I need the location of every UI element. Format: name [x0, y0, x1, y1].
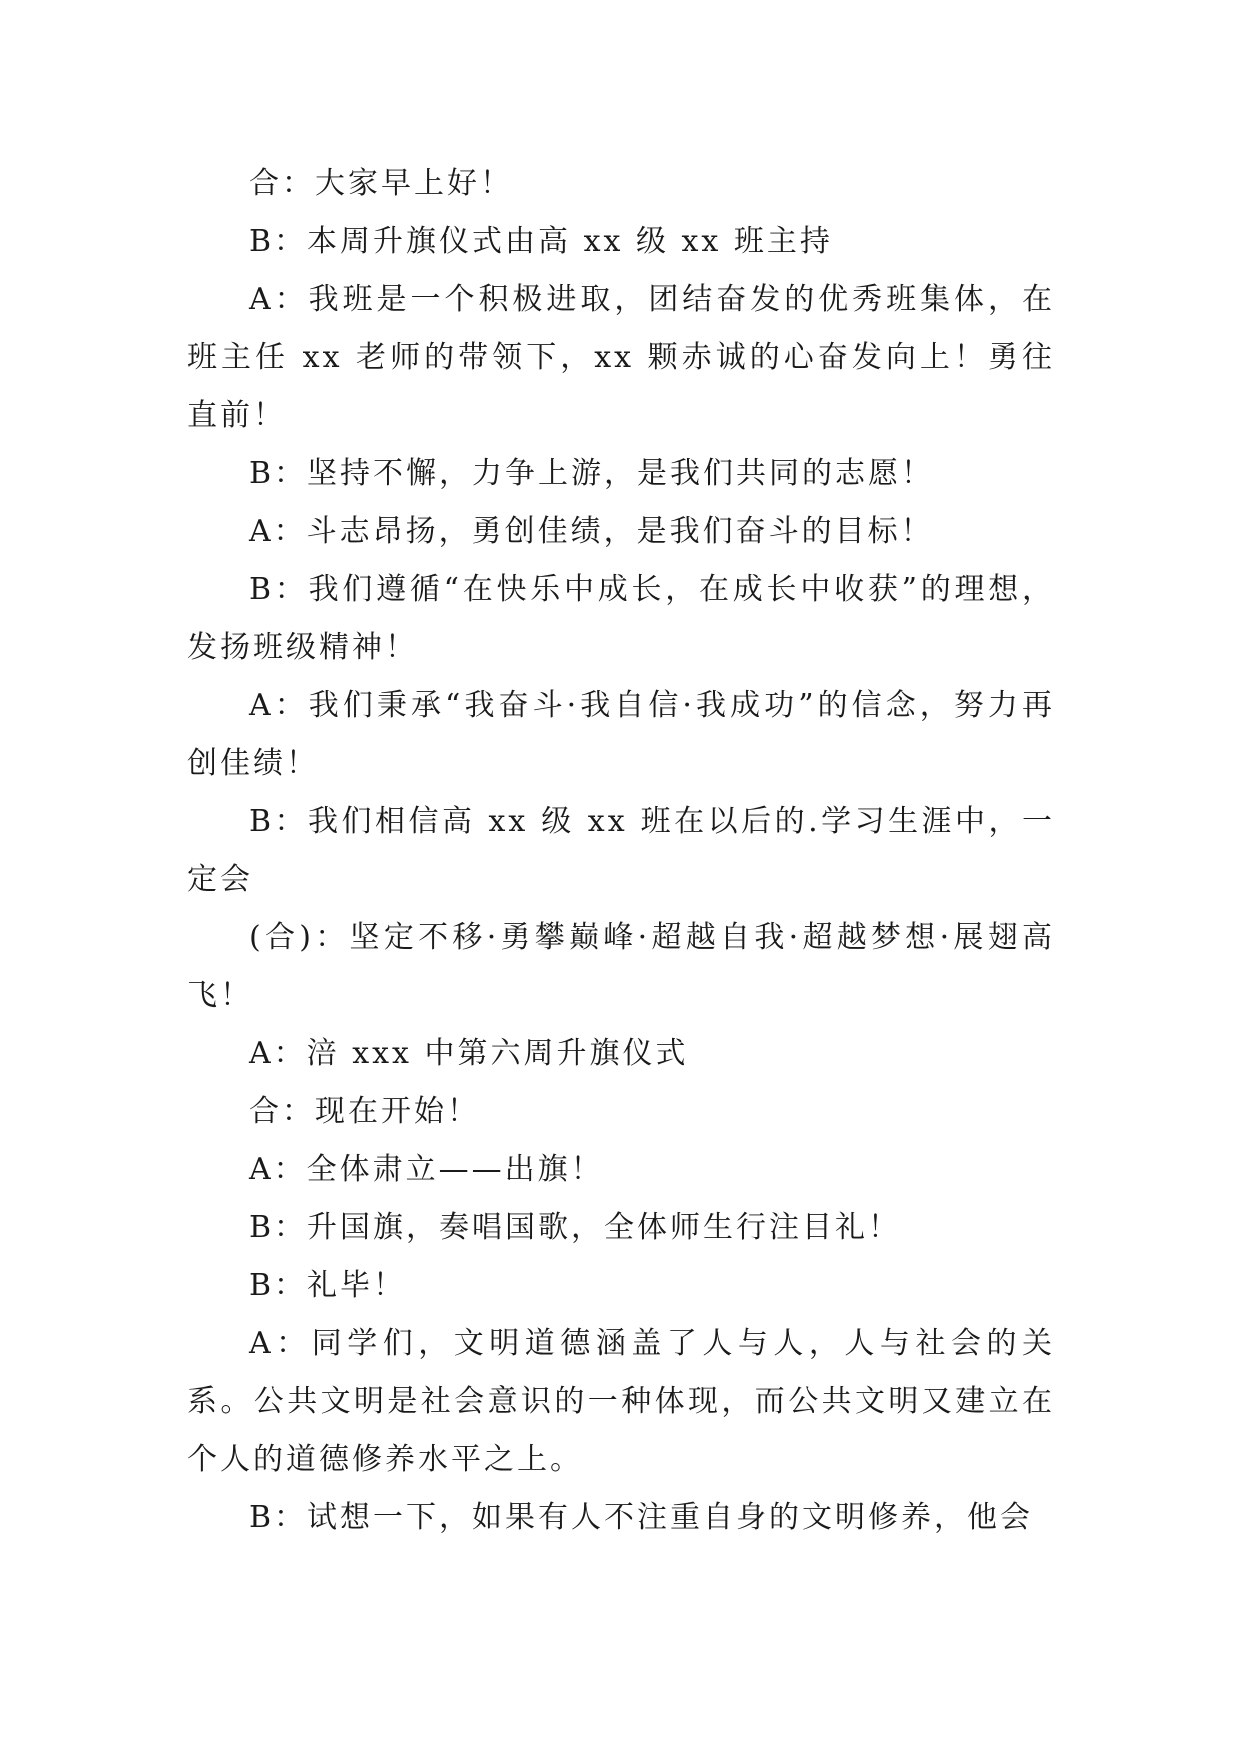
paragraph: 合：现在开始！ — [249, 1094, 480, 1129]
paragraph: (合)：坚定不移·勇攀巅峰·超越自我·超越梦想·展翅高飞！ — [187, 920, 1055, 1013]
paragraph: A：我班是一个积极进取，团结奋发的优秀班集体，在班主任 xx 老师的带领下，xx 颗赤诚的心奋发向上！勇往直前！ — [187, 282, 1055, 433]
paragraph: A：我们秉承“我奋斗·我自信·我成功”的信念，努力再创佳绩！ — [187, 688, 1055, 781]
paragraph: A：同学们，文明道德涵盖了人与人，人与社会的关系。公共文明是社会意识的一种体现，而公共文明又建立在个人的道德修养水平之上。 — [187, 1326, 1055, 1477]
paragraph: B：我们相信高 xx 级 xx 班在以后的.学习生涯中，一定会 — [187, 804, 1055, 897]
paragraph: B：礼毕！ — [249, 1268, 407, 1303]
document-body — [187, 155, 1055, 1547]
paragraph: A：全体肃立——出旗！ — [249, 1152, 604, 1187]
paragraph: B：坚持不懈，力争上游，是我们共同的志愿！ — [249, 456, 935, 491]
paragraph: B：本周升旗仪式由高 xx 级 xx 班主持 — [249, 224, 833, 259]
paragraph: 合：大家早上好！ — [249, 166, 513, 201]
paragraph: B：升国旗，奏唱国歌，全体师生行注目礼！ — [249, 1210, 902, 1245]
paragraph: A：斗志昂扬，勇创佳绩，是我们奋斗的目标！ — [249, 514, 934, 549]
paragraph: B：试想一下，如果有人不注重自身的文明修养，他会 — [249, 1500, 1034, 1535]
paragraph: B：我们遵循“在快乐中成长，在成长中收获”的理想，发扬班级精神！ — [187, 572, 1055, 665]
paragraph: A：涪 xxx 中第六周升旗仪式 — [249, 1036, 689, 1071]
